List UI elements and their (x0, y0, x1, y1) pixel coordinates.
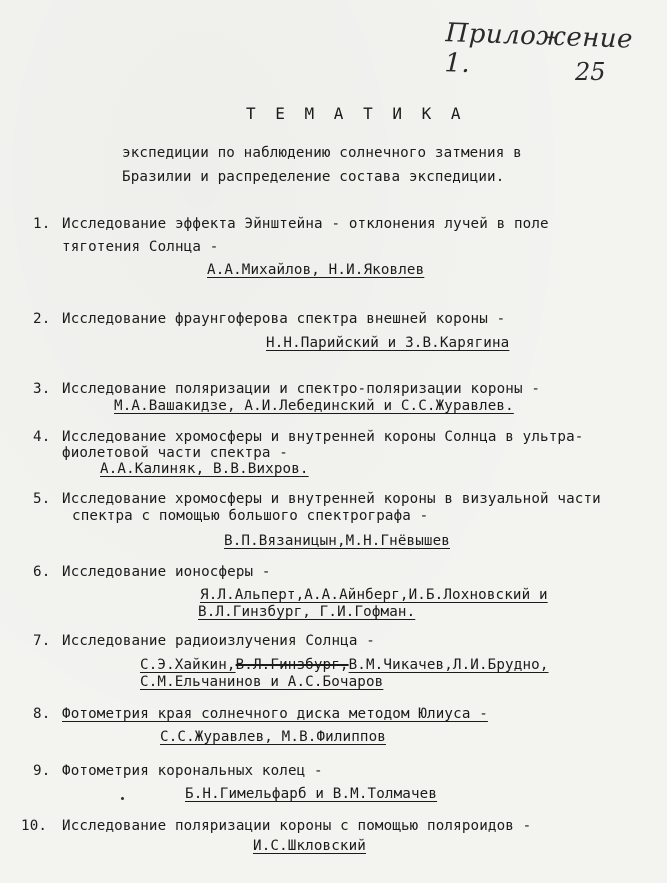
item-1-people: А.А.Михайлов, Н.И.Яковлев (207, 262, 425, 278)
item-9-number: 9. (33, 763, 51, 779)
item-1-number: 1. (33, 216, 51, 232)
handwritten-appendix-note: Приложение 1. (444, 18, 634, 80)
item-2-number: 2. (33, 311, 51, 327)
item-9-people: Б.Н.Гимельфарб и В.М.Толмачев (185, 786, 438, 802)
ink-speck (121, 797, 124, 800)
item-7-person-haikin: С.Э.Хайкин, (140, 657, 236, 673)
handwritten-page-number: 25 (575, 58, 606, 86)
item-6-number: 6. (33, 564, 51, 580)
item-4-topic-line-1: Исследование хромосферы и внутренней короны Солнца в ультра- (62, 429, 584, 445)
item-7-topic-line-1: Исследование радиоизлучения Солнца - (62, 633, 375, 649)
item-6-people-line-1: Я.Л.Альперт,А.А.Айнберг,И.Б.Лохновский и (200, 587, 548, 603)
item-5-people: В.П.Вязаницын,М.Н.Гнёвышев (224, 533, 450, 549)
item-3-number: 3. (33, 381, 51, 397)
item-8-people: С.С.Журавлев, М.В.Филиппов (160, 729, 386, 745)
subtitle-line-2: Бразилии и распределение состава экспедиции. (122, 169, 505, 185)
item-5-topic-line-2: спектра с помощью большого спектрографа - (72, 508, 429, 524)
item-5-topic-line-1: Исследование хромосферы и внутренней короны в визуальной части (62, 491, 601, 507)
item-9-topic-line-1: Фотометрия корональных колец - (62, 763, 323, 779)
item-7-number: 7. (33, 633, 51, 649)
item-7-people-line-1 (140, 657, 549, 673)
item-7-people-line-2: С.М.Ельчанинов и А.С.Бочаров (140, 674, 384, 690)
item-2-topic-line-1: Исследование фраунгоферова спектра внешней короны - (62, 311, 506, 327)
item-6-people-line-2: В.Л.Гинзбург, Г.И.Гофман. (198, 604, 416, 620)
item-10-number: 10. (21, 818, 48, 834)
item-4-people-underlined: А.А.Калиняк, В.В.Вихров. (100, 461, 309, 477)
item-4-number: 4. (33, 429, 51, 445)
subtitle-line-1: экспедиции по наблюдению солнечного затмения в (122, 145, 522, 161)
item-4-topic-line-2: фиолетовой части спектра - (62, 445, 288, 461)
item-4-people (100, 461, 309, 477)
item-6-topic-line-1: Исследование ионосферы - (62, 564, 271, 580)
item-5-number: 5. (33, 491, 51, 507)
document-title: Т Е М А Т И К А (246, 104, 466, 123)
item-7-person-struck-out: В.Л.Гинзбург, (235, 657, 349, 673)
item-8-number: 8. (33, 706, 51, 722)
item-2-people: Н.Н.Парийский и З.В.Карягина (266, 335, 510, 351)
item-8-topic-line-1: Фотометрия края солнечного диска методом Юлиуса - (62, 706, 488, 722)
item-10-people: И.С.Шкловский (253, 838, 366, 854)
item-10-topic-line-1: Исследование поляризации короны с помощью поляроидов - (62, 818, 532, 834)
item-7-persons-chikachev-brudno: В.М.Чикачев,Л.И.Брудно, (348, 657, 549, 673)
item-1-topic-line-1: Исследование эффекта Эйнштейна - отклонения лучей в поле (62, 216, 549, 232)
item-1-topic-line-2: тяготения Солнца - (62, 239, 219, 255)
item-3-topic-line-1: Исследование поляризации и спектро-поляризации короны - (62, 381, 541, 397)
item-3-people: М.А.Вашакидзе, А.И.Лебединский и С.С.Журавлев. (114, 398, 514, 414)
